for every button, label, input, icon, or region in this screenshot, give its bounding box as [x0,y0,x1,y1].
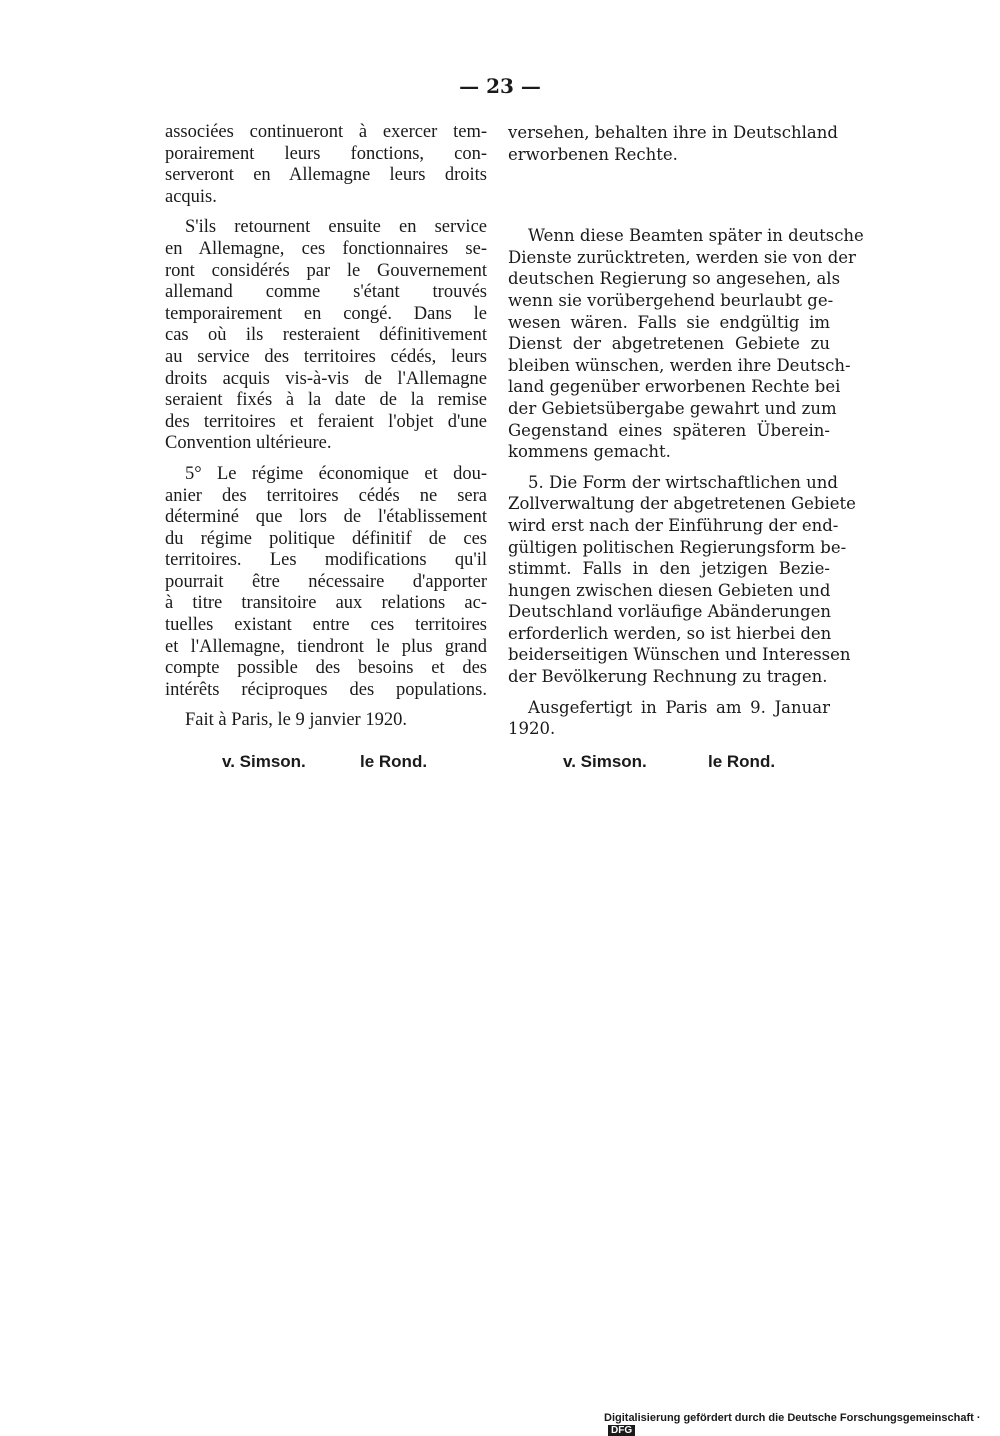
german-closing [508,697,830,740]
french-column [165,122,487,732]
signature-fr-lerond: le Rond. [360,752,428,771]
text-line: Dienste zurücktreten, werden sie von der [508,247,856,267]
text-line: Ausgefertigt in Paris am 9. Januar [528,697,830,717]
signature-fr-simson: v. Simson. [222,752,306,771]
french-closing: Fait à Paris, le 9 janvier 1920. [185,710,407,731]
text-line: beiderseitigen Wünschen und Interessen [508,645,851,665]
text-line: S'ils retournent ensuite en service [185,217,487,238]
text-line: gültigen politischen Regierungsform be- [508,537,847,557]
text-line: cas où ils resteraient définitivement [165,325,487,346]
text-line: compte possible des besoins et des [165,658,487,679]
text-line: droits acquis vis-à-vis de l'Allemagne [165,368,487,389]
text-line: des territoires et feraient l'objet d'une [165,411,487,432]
french-paragraph-1 [165,122,487,208]
german-column [508,122,864,740]
text-line: territoires. Les modifications qu'il [165,550,487,571]
text-line: wesen wären. Falls sie endgültig im [508,312,830,332]
text-line: 1920. [508,719,556,739]
text-line: Gegenstand eines späteren Überein- [508,420,830,440]
text-line: porairement leurs fonctions, con- [165,143,487,164]
german-paragraph-3 [508,472,856,688]
text-line: à titre transitoire aux relations ac- [165,593,487,614]
text-line: seraient fixés à la date de la remise [165,390,487,411]
text-line: pourrait être nécessaire d'apporter [165,571,487,592]
text-line: erforderlich werden, so ist hierbei den [508,623,832,643]
text-line: erworbenen Rechte. [508,144,678,164]
text-line: tuelles existant entre ces territoires [165,615,487,636]
text-line: intérêts réciproques des populations. [165,679,487,700]
text-line: associées continueront à exercer tem- [165,122,487,142]
text-line: Convention ultérieure. [165,433,332,454]
text-line: versehen, behalten ihre in Deutschland [508,123,838,142]
text-line: kommens gemacht. [508,442,671,462]
text-line: 5. Die Form der wirtschaftlichen und [528,472,838,492]
german-paragraph-2 [508,225,864,463]
text-line: wenn sie vorübergehend beurlaubt ge- [508,290,834,310]
digitization-credit [604,1412,1000,1436]
text-line: du régime politique définitif de ces [165,528,487,549]
dfg-logo: DFG [608,1425,635,1436]
text-line: anier des territoires cédés ne sera [165,485,487,506]
french-paragraph-2 [165,217,487,455]
digitization-credit-text: Digitalisierung gefördert durch die Deutsche Forschungsgemeinschaft · [604,1412,981,1424]
signature-de-lerond: le Rond. [708,752,776,771]
text-line: Zollverwaltung der abgetretenen Gebiete [508,494,856,514]
signature-de-simson: v. Simson. [563,752,647,771]
text-line: wird erst nach der Einführung der end- [508,515,839,535]
text-line: allemand comme s'étant trouvés [165,282,487,303]
text-line: hungen zwischen diesen Gebieten und [508,580,831,600]
text-line: et l'Allemagne, tiendront le plus grand [165,636,487,657]
text-line: der Bevölkerung Rechnung zu tragen. [508,667,828,687]
text-line: au service des territoires cédés, leurs [165,346,487,367]
text-line: bleiben wünschen, werden ihre Deutsch- [508,355,851,375]
text-line: Wenn diese Beamten später in deutsche [528,226,864,246]
page-number: — 23 — [459,74,541,98]
text-line: en Allemagne, ces fonctionnaires se- [165,238,487,259]
text-line: serveront en Allemagne leurs droits [165,165,487,186]
text-line: ront considérés par le Gouvernement [165,260,487,281]
text-line: Dienst der abgetretenen Gebiete zu [508,334,830,354]
french-paragraph-3 [165,464,487,702]
text-line: land gegenüber erworbenen Rechte bei [508,377,841,397]
text-line: deutschen Regierung so angesehen, als [508,269,841,289]
text-line: 5° Le régime économique et dou- [185,463,487,484]
text-line: stimmt. Falls in den jetzigen Bezie- [508,559,830,579]
text-line: temporairement en congé. Dans le [165,303,487,324]
text-line: déterminé que lors de l'établissement [165,507,487,528]
text-line: Deutschland vorläufige Abänderungen [508,602,831,622]
german-paragraph-1 [508,122,838,165]
text-line: acquis. [165,186,217,207]
text-line: der Gebietsübergabe gewahrt und zum [508,398,837,418]
